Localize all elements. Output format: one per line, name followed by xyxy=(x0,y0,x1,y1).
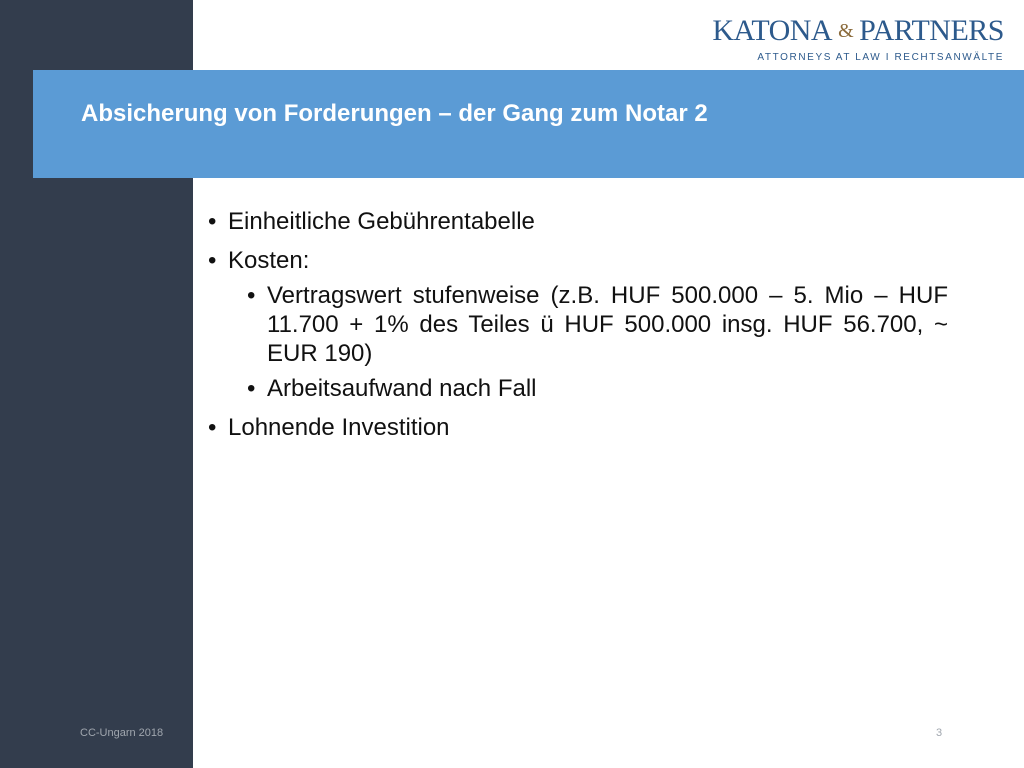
bullet-list xyxy=(208,207,948,452)
bullet-marker: • xyxy=(247,282,256,309)
bullet-text: Lohnende Investition xyxy=(228,414,450,441)
bullet-text: Kosten: xyxy=(228,247,310,274)
sub-bullet-item xyxy=(247,281,948,368)
logo-brand-left: KATONA xyxy=(712,14,833,47)
logo-tagline: ATTORNEYS AT LAW I RECHTSANWÄLTE xyxy=(757,52,1004,63)
bullet-item xyxy=(208,413,948,442)
bullet-marker: • xyxy=(247,375,256,402)
logo-ampersand: & xyxy=(838,20,854,42)
title-banner xyxy=(33,70,1024,178)
bullet-text: Arbeitsaufwand nach Fall xyxy=(267,375,537,402)
bullet-marker: • xyxy=(208,414,217,441)
bullet-text: Vertragswert stufenweise (z.B. HUF 500.000 – 5. Mio – HUF 11.700 + 1% des Teiles ü HUF 500.000 insg. HUF 56.700, ~ EUR 190) xyxy=(267,282,948,367)
bullet-text: Einheitliche Gebührentabelle xyxy=(228,208,535,235)
logo-brand-right: PARTNERS xyxy=(859,14,1004,47)
bullet-item xyxy=(208,246,948,275)
logo-wordmark xyxy=(712,14,1004,48)
bullet-item xyxy=(208,207,948,236)
page-number: 3 xyxy=(936,727,943,739)
bullet-marker: • xyxy=(208,247,217,274)
slide-title: Absicherung von Forderungen – der Gang zum Notar 2 xyxy=(81,100,708,127)
company-logo xyxy=(712,14,1004,63)
sub-bullet-item xyxy=(247,374,948,403)
footer-label: CC-Ungarn 2018 xyxy=(80,727,164,739)
bullet-marker: • xyxy=(208,208,217,235)
